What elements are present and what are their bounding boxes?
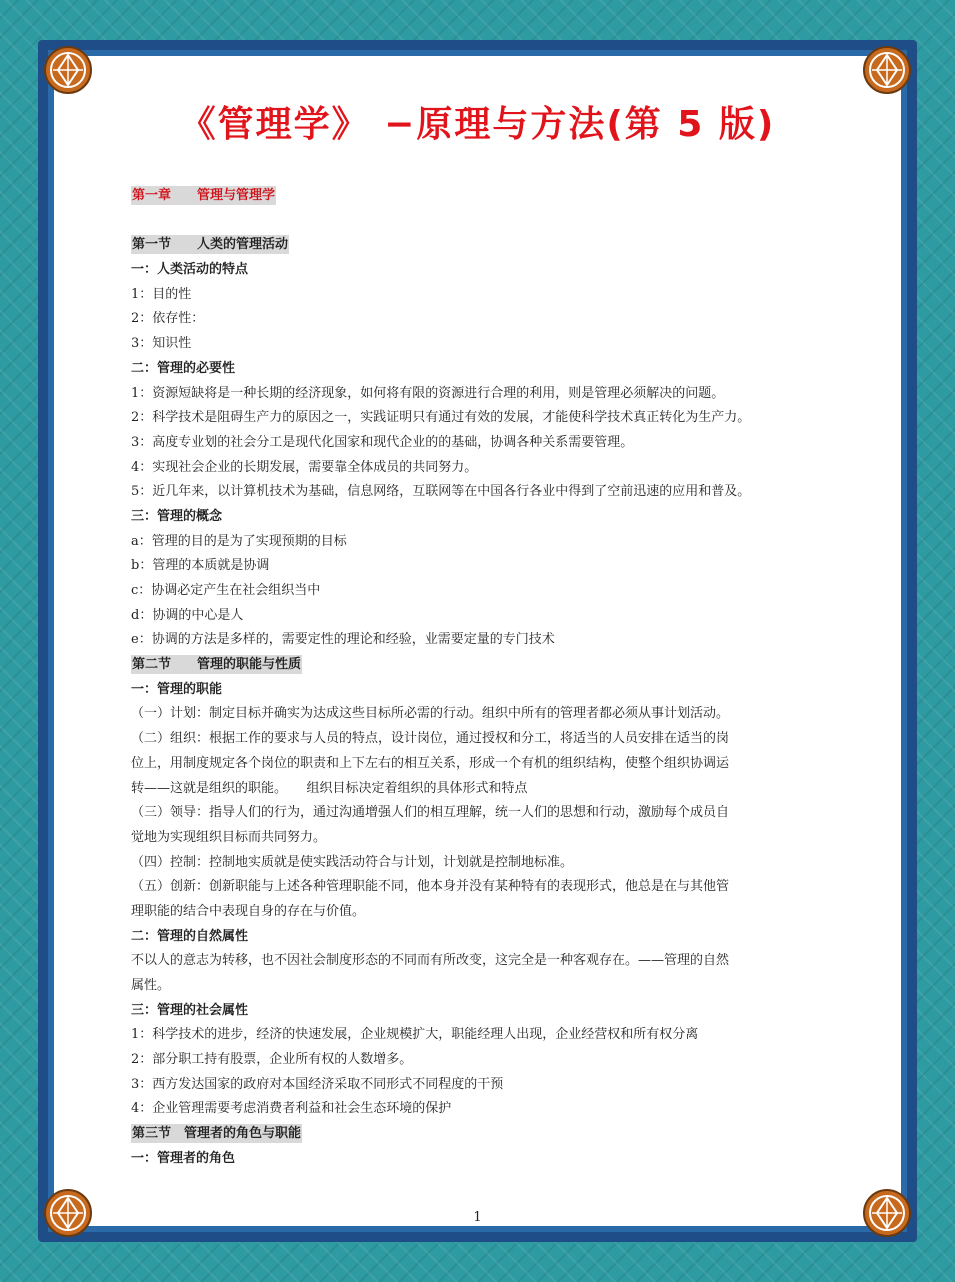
list-item: 2：部分职工持有股票，企业所有权的人数增多。 [131,1052,413,1068]
list-item: 4：企业管理需要考虑消费者利益和社会生态环境的保护 [131,1101,452,1117]
corner-ornament-icon [862,45,912,95]
list-item: a：管理的目的是为了实现预期的目标 [131,533,347,549]
paragraph-line: 觉地为实现组织目标而共同努力。 [131,829,327,845]
list-item: 1：科学技术的进步，经济的快速发展，企业规模扩大，职能经理人出现，企业经营权和所有权分离 [131,1027,699,1043]
subheading: 一：管理的职能 [131,681,223,697]
paragraph-line: 不以人的意志为转移，也不因社会制度形态的不同而有所改变，这完全是一种客观存在。——管理的自然 [131,953,730,969]
list-item: 3：西方发达国家的政府对本国经济采取不同形式不同程度的干预 [131,1076,504,1092]
section-name: 管理者的角色与职能 [184,1126,302,1142]
list-item: 1：目的性 [131,286,192,302]
section-heading [131,233,796,258]
list-item: 5：近几年来，以计算机技术为基础，信息网络，互联网等在中国各行各业中得到了空前迅速的应用和普及。 [131,484,751,500]
section-name: 管理的职能与性质 [197,657,302,673]
document-body [131,184,796,1172]
chapter-number: 第一章 [132,188,172,203]
chapter-heading [131,184,796,209]
list-item: 2：科学技术是阻碍生产力的原因之一，实践证明只有通过有效的发展，才能使科学技术真正转化为生产力。 [131,410,751,426]
paragraph-line: （五）创新：创新职能与上述各种管理职能不同，他本身并没有某种特有的表现形式，他总是在与其他管 [131,879,730,895]
paragraph-line: 理职能的结合中表现自身的存在与价值。 [131,903,366,919]
chapter-name: 管理与管理学 [197,188,276,203]
section-number: 第一节 [132,237,172,253]
list-item: 3：高度专业划的社会分工是现代化国家和现代企业的的基础，协调各种关系需要管理。 [131,434,634,450]
paragraph-line: （一）计划：制定目标并确实为达成这些目标所必需的行动。组织中所有的管理者都必须从事计划活动。 [131,706,730,722]
list-item: c：协调必定产生在社会组织当中 [131,583,321,598]
list-item: 4：实现社会企业的长期发展，需要靠全体成员的共同努力。 [131,459,478,475]
subheading: 三：管理的社会属性 [131,1002,249,1018]
list-item: e：协调的方法是多样的，需要定性的理论和经验，业需要定量的专门技术 [131,632,555,648]
paragraph-line: 属性。 [131,978,171,993]
list-item: d：协调的中心是人 [131,607,244,623]
subheading: 二：管理的自然属性 [131,928,249,944]
section-number: 第二节 [132,657,172,673]
list-item: 2：依存性： [131,311,205,327]
section-name: 人类的管理活动 [197,237,289,253]
subheading: 二：管理的必要性 [131,360,236,376]
subheading: 一：人类活动的特点 [131,262,249,278]
paragraph-line: 位上，用制度规定各个岗位的职责和上下左右的相互关系，形成一个有机的组织结构，使整个组织协调运 [131,755,730,771]
section-heading [131,653,796,678]
subheading: 三：管理的概念 [131,508,223,524]
list-item: 1：资源短缺将是一种长期的经济现象，如何将有限的资源进行合理的利用，则是管理必须解决的问题。 [131,385,725,401]
list-item: b：管理的本质就是协调 [131,558,270,574]
subheading: 一：管理者的角色 [131,1150,236,1166]
paragraph-line: 转——这就是组织的职能。 组织目标决定着组织的具体形式和特点 [131,780,528,796]
document-title: 《管理学》 −原理与方法(第 5 版) [179,104,776,145]
page-number: 1 [473,1210,482,1225]
section-heading [131,1122,796,1147]
paragraph-line: （三）领导：指导人们的行为，通过沟通增强人们的相互理解，统一人们的思想和行动，激励每个成员自 [131,805,730,821]
paragraph-line: （二）组织：根据工作的要求与人员的特点，设计岗位，通过授权和分工，将适当的人员安排在适当的岗 [131,731,730,747]
paragraph-line: （四）控制：控制地实质就是使实践活动符合与计划，计划就是控制地标准。 [131,854,574,870]
section-number: 第三节 [132,1126,172,1142]
list-item: 3：知识性 [131,336,192,352]
corner-ornament-icon [43,45,93,95]
